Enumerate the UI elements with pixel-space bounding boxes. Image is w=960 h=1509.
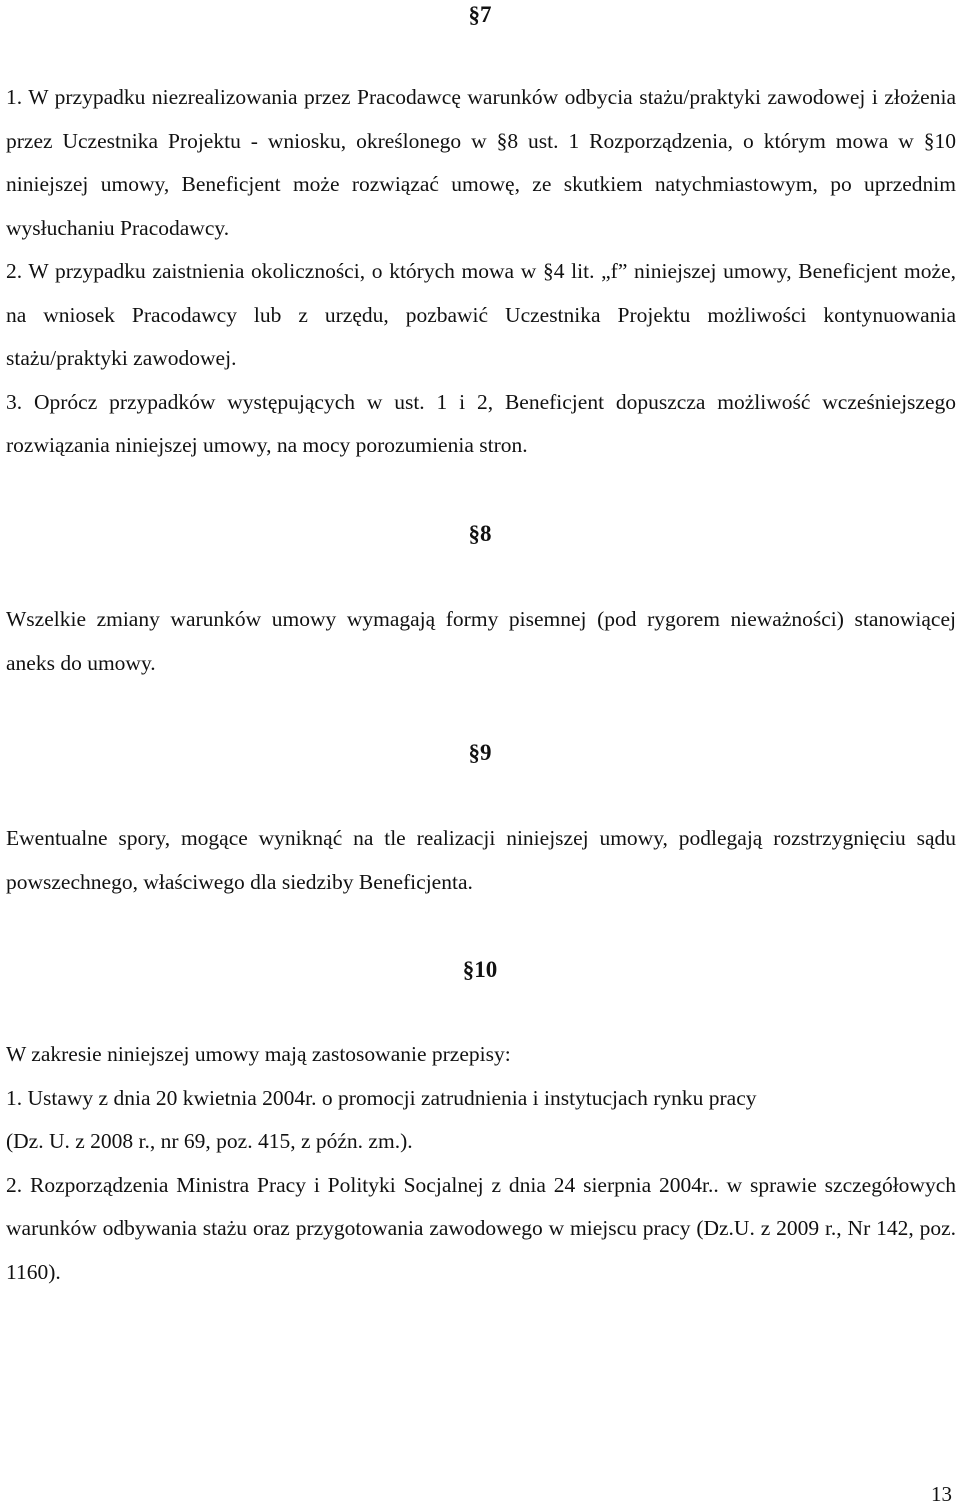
section-8-paragraph-1: Wszelkie zmiany warunków umowy wymagają formy pisemnej (pod rygorem nieważności) stanowiącej aneks do umowy.: [6, 607, 956, 675]
section-7-paragraph-2: 2. W przypadku zaistnienia okoliczności, o których mowa w §4 lit. „f” niniejszej umowy, Beneficjent może, na wniosek Pracodawcy lub z urzędu, pozbawić Uczestnika Projektu możliwości kontynuowania stażu/praktyki zawodowej.: [6, 259, 956, 370]
section-10-heading: §10: [462, 957, 498, 982]
section-7-paragraph-3: 3. Oprócz przypadków występujących w ust. 1 i 2, Beneficjent dopuszcza możliwość wcześniejszego rozwiązania niniejszej umowy, na mocy porozumienia stron.: [6, 389, 956, 457]
section-7-paragraph-1: 1. W przypadku niezrealizowania przez Pracodawcę warunków odbycia stażu/praktyki zawodowej i złożenia przez Uczestnika Projektu - wniosku, określonego w §8 ust. 1 Rozporządzenia, o którym mowa w §10 niniejszej umowy, Beneficjent może rozwiązać umowę, ze skutkiem natychmiastowym, po uprzednim wysłuchaniu Pracodawcy.: [6, 85, 956, 240]
section-9-heading: §9: [468, 740, 492, 765]
page-number: 13: [931, 1482, 952, 1506]
section-9-paragraph-1: Ewentualne spory, mogące wyniknąć na tle realizacji niniejszej umowy, podlegają rozstrzygnięciu sądu powszechnego, właściwego dla siedziby Beneficjenta.: [6, 826, 956, 894]
section-8-body: [6, 598, 956, 685]
section-10-intro: W zakresie niniejszej umowy mają zastosowanie przepisy:: [6, 1042, 511, 1066]
section-10-item-1-line-2: (Dz. U. z 2008 r., nr 69, poz. 415, z późn. zm.).: [6, 1129, 413, 1153]
section-9-body: [6, 817, 956, 904]
section-10-item-1-line-1: 1. Ustawy z dnia 20 kwietnia 2004r. o promocji zatrudnienia i instytucjach rynku pracy: [6, 1085, 757, 1110]
section-7-heading: §7: [468, 2, 492, 27]
section-10-body: [6, 1033, 956, 1294]
section-7-body: [6, 76, 956, 468]
section-8-heading: §8: [468, 521, 492, 546]
section-10-item-2: 2. Rozporządzenia Ministra Pracy i Polityki Socjalnej z dnia 24 sierpnia 2004r.. w sprawie szczegółowych warunków odbywania stażu oraz przygotowania zawodowego w miejscu pracy (Dz.U. z 2009 r., Nr 142, poz. 1160).: [6, 1172, 956, 1284]
